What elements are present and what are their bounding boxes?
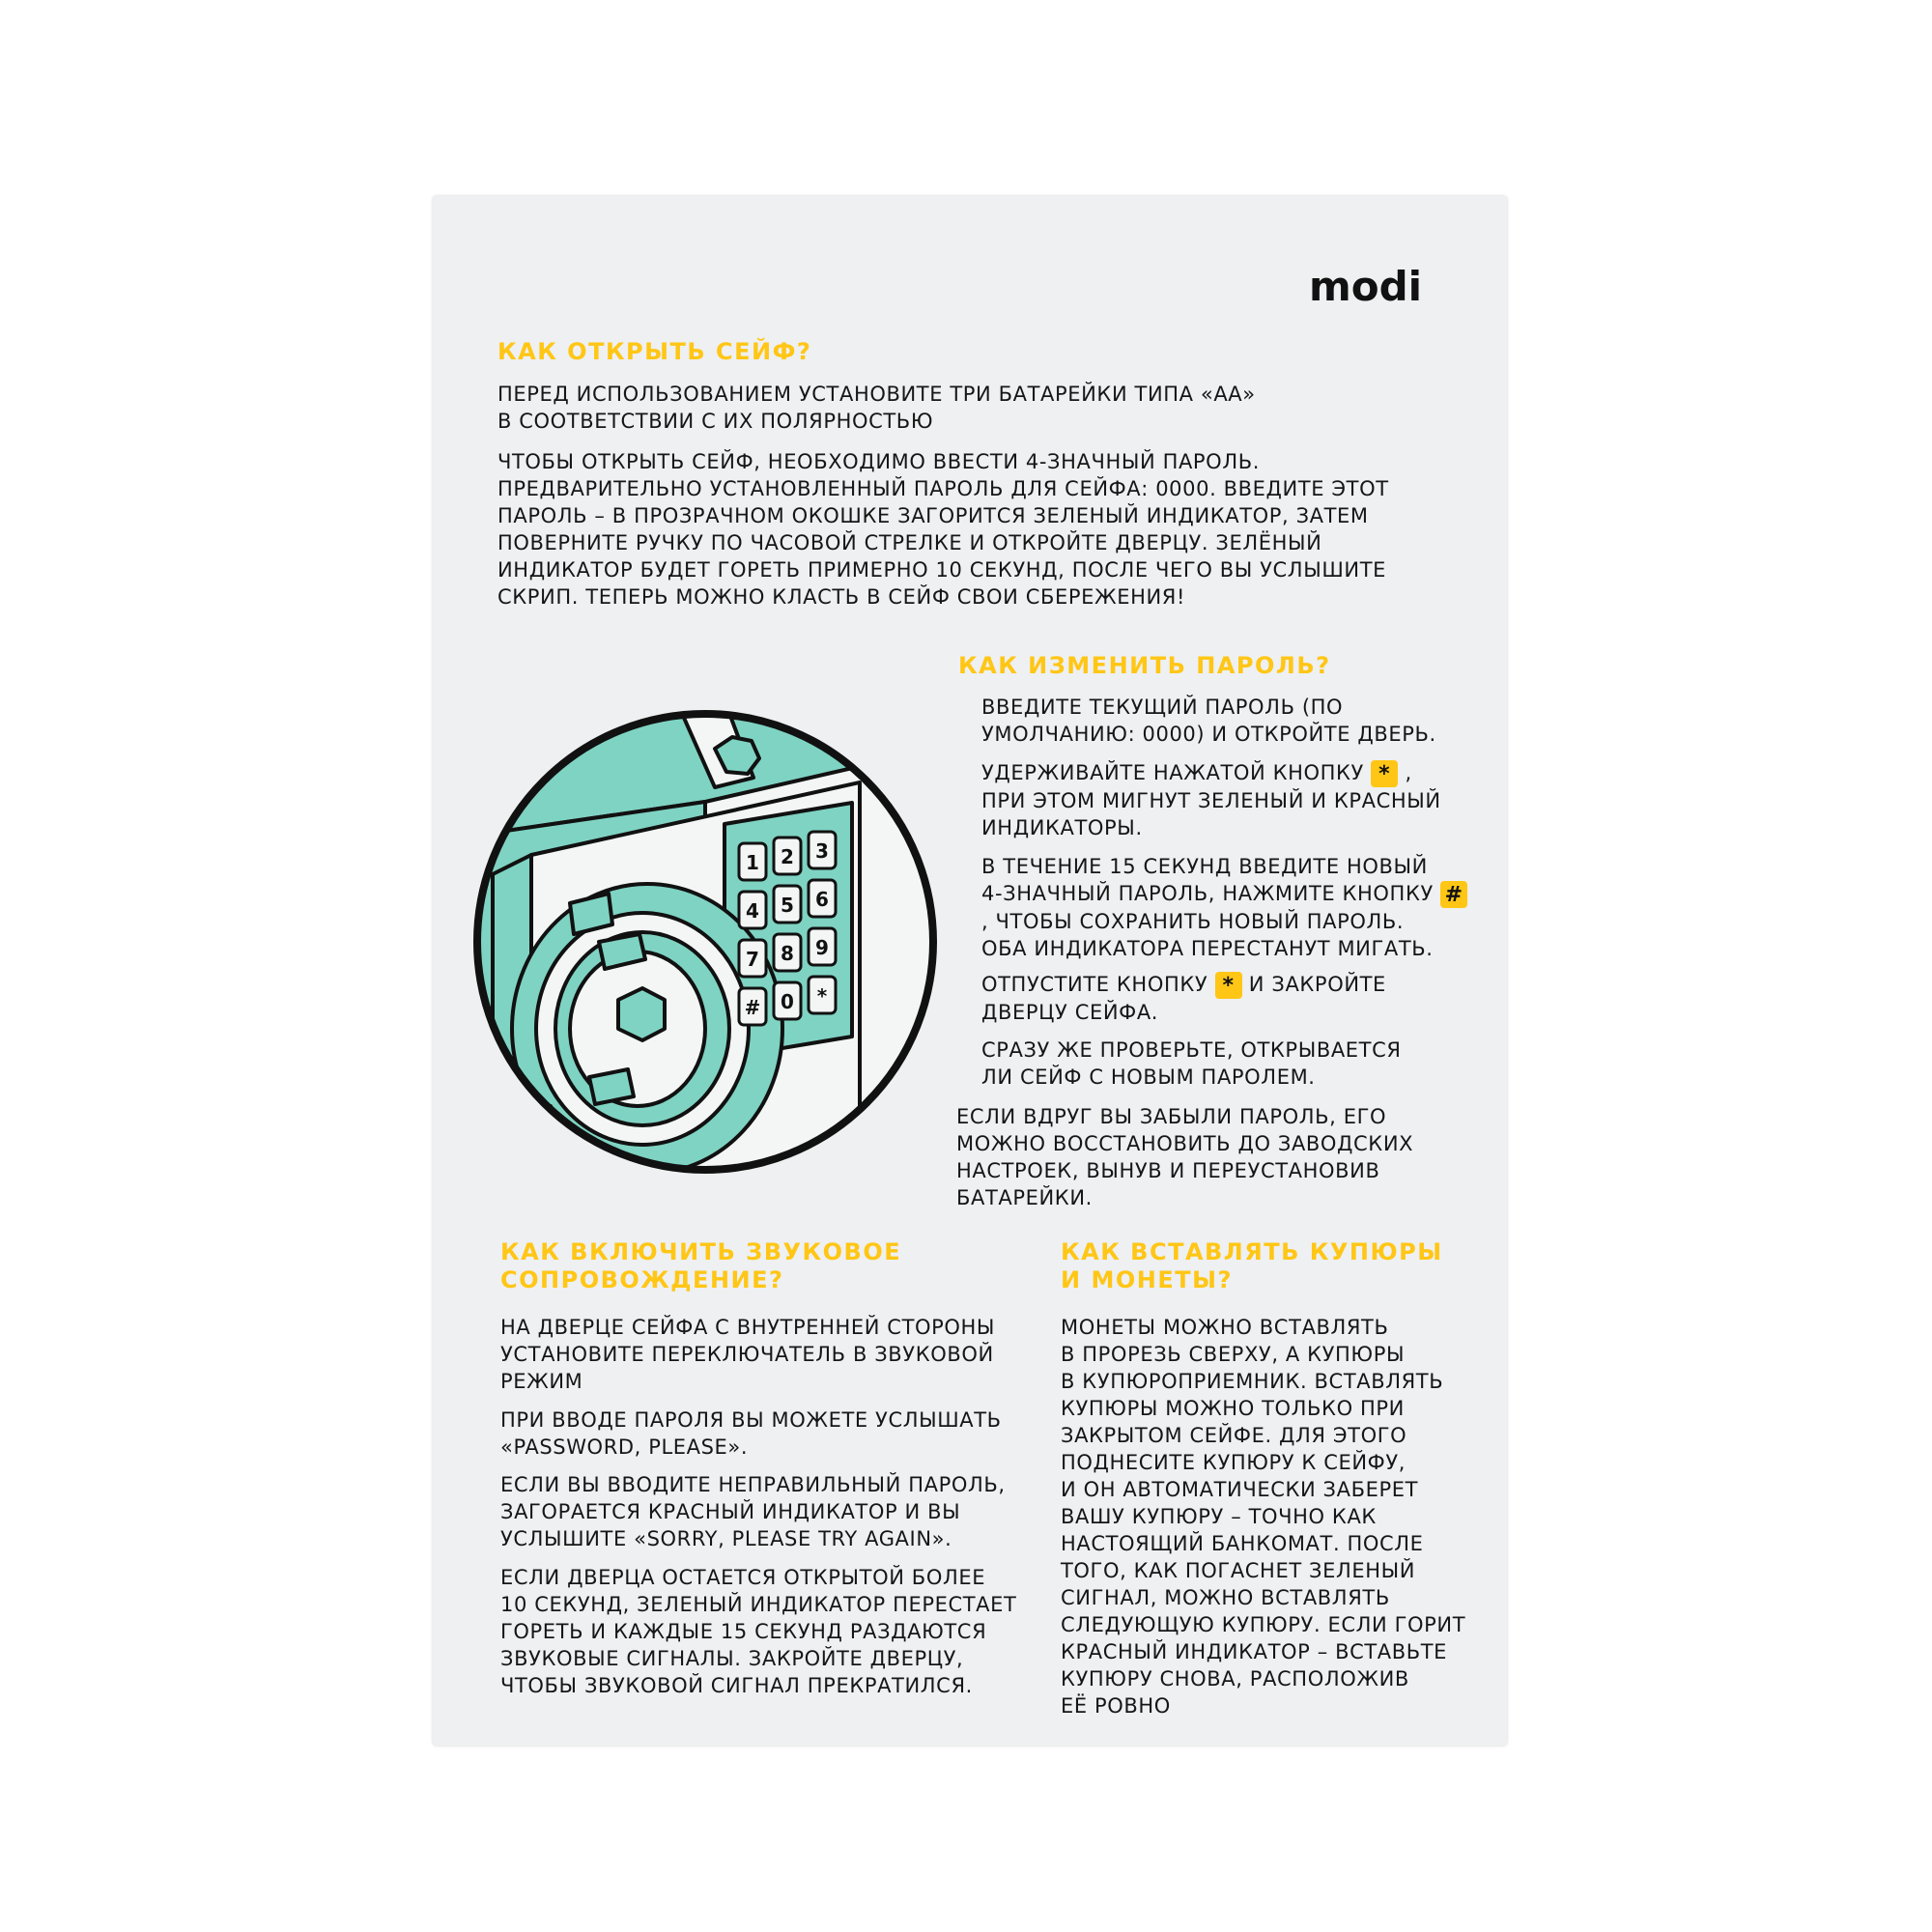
change-password-step-3: В ТЕЧЕНИЕ 15 СЕКУНД ВВЕДИТЕ НОВЫЙ 4-ЗНАЧНЫЙ ПАРОЛЬ, НАЖМИТЕ КНОПКУ # , ЧТОБЫ СОХРАНИТЬ НОВЫЙ ПАРОЛЬ. ОБА ИНДИКАТОРА ПЕРЕСТАНУТ МИГАТЬ. [981, 853, 1467, 962]
keypad-label: 0 [781, 990, 794, 1013]
sound-paragraph-4: ЕСЛИ ДВЕРЦА ОСТАЕТСЯ ОТКРЫТОЙ БОЛЕЕ 10 СЕКУНД, ЗЕЛЕНЫЙ ИНДИКАТОР ПЕРЕСТАЕТ ГОРЕТЬ И КАЖДЫЕ 15 СЕКУНД РАЗДАЮТСЯ ЗВУКОВЫЕ СИГНАЛЫ. ЗАКРОЙТЕ ДВЕРЦУ, ЧТОБЫ ЗВУКОВОЙ СИГНАЛ ПРЕКРАТИЛСЯ. [500, 1566, 1017, 1697]
section-title-open-safe: КАК ОТКРЫТЬ СЕЙФ? [497, 338, 812, 365]
hash-key-icon: # [1440, 881, 1467, 908]
keypad-label: 7 [746, 948, 759, 971]
keypad-label: 6 [815, 888, 829, 911]
keypad-label: 3 [815, 839, 829, 863]
open-safe-paragraph-2: ЧТОБЫ ОТКРЫТЬ СЕЙФ, НЕОБХОДИМО ВВЕСТИ 4-ЗНАЧНЫЙ ПАРОЛЬ. ПРЕДВАРИТЕЛЬНО УСТАНОВЛЕННЫЙ ПАРОЛЬ ДЛЯ СЕЙФА: 0000. ВВЕДИТЕ ЭТОТ ПАРОЛЬ – В ПРОЗРАЧНОМ ОКОШКЕ ЗАГОРИТСЯ ЗЕЛЕНЫЙ ИНДИКАТОР, ЗАТЕМ ПОВЕРНИТЕ РУЧКУ ПО ЧАСОВОЙ СТРЕЛКЕ И ОТКРОЙТЕ ДВЕРЦУ. ЗЕЛЁНЫЙ ИНДИКАТОР БУДЕТ ГОРЕТЬ ПРИМЕРНО 10 СЕКУНД, ПОСЛЕ ЧЕГО ВЫ УСЛЫШИТЕ СКРИП. ТЕПЕРЬ МОЖНО КЛАСТЬ В СЕЙФ СВОИ СБЕРЕЖЕНИЯ! [497, 450, 1389, 609]
change-password-step-1: ВВЕДИТЕ ТЕКУЩИЙ ПАРОЛЬ (ПО УМОЛЧАНИЮ: 0000) И ОТКРОЙТЕ ДВЕРЬ. [981, 696, 1436, 746]
change-password-step-5: СРАЗУ ЖЕ ПРОВЕРЬТЕ, ОТКРЫВАЕТСЯ ЛИ СЕЙФ С НОВЫМ ПАРОЛЕМ. [981, 1038, 1402, 1089]
sound-paragraph-3: ЕСЛИ ВЫ ВВОДИТЕ НЕПРАВИЛЬНЫЙ ПАРОЛЬ, ЗАГОРАЕТСЯ КРАСНЫЙ ИНДИКАТОР И ВЫ УСЛЫШИТЕ «SORRY, PLEASE TRY AGAIN». [500, 1473, 1006, 1550]
section-title-sound: КАК ВКЛЮЧИТЬ ЗВУКОВОЕ СОПРОВОЖДЕНИЕ? [500, 1238, 902, 1293]
bills-paragraph: МОНЕТЫ МОЖНО ВСТАВЛЯТЬ В ПРОРЕЗЬ СВЕРХУ, А КУПЮРЫ В КУПЮРОПРИЕМНИК. ВСТАВЛЯТЬ КУПЮРЫ МОЖНО ТОЛЬКО ПРИ ЗАКРЫТОМ СЕЙФЕ. ДЛЯ ЭТОГО ПОДНЕСИТЕ КУПЮРУ К СЕЙФУ, И ОН АВТОМАТИЧЕСКИ ЗАБЕРЕТ ВАШУ КУПЮРУ – ТОЧНО КАК НАСТОЯЩИЙ БАНКОМАТ. ПОСЛЕ ТОГО, КАК ПОГАСНЕТ ЗЕЛЕНЫЙ СИГНАЛ, МОЖНО ВСТАВЛЯТЬ СЛЕДУЮЩУЮ КУПЮРУ. ЕСЛИ ГОРИТ КРАСНЫЙ ИНДИКАТОР – ВСТАВЬТЕ КУПЮРУ СНОВА, РАСПОЛОЖИВ ЕЁ РОВНО [1061, 1316, 1466, 1718]
change-password-step-4: ОТПУСТИТЕ КНОПКУ * И ЗАКРОЙТЕ ДВЕРЦУ СЕЙФА. [981, 973, 1386, 1024]
sound-paragraph-1: НА ДВЕРЦЕ СЕЙФА С ВНУТРЕННЕЙ СТОРОНЫ УСТАНОВИТЕ ПЕРЕКЛЮЧАТЕЛЬ В ЗВУКОВОЙ РЕЖИМ [500, 1316, 996, 1393]
sound-paragraph-2: ПРИ ВВОДЕ ПАРОЛЯ ВЫ МОЖЕТЕ УСЛЫШАТЬ «PASSWORD, PLEASE». [500, 1408, 1002, 1459]
keypad-label: # [744, 996, 761, 1019]
keypad-label: * [816, 984, 828, 1008]
star-key-icon: * [1215, 972, 1242, 999]
section-title-bills: КАК ВСТАВЛЯТЬ КУПЮРЫ И МОНЕТЫ? [1061, 1238, 1443, 1293]
keypad-label: 4 [746, 899, 759, 923]
keypad-label: 5 [781, 894, 794, 917]
keypad-label: 2 [781, 845, 794, 868]
keypad-label: 1 [746, 851, 759, 874]
open-safe-paragraph-1: ПЕРЕД ИСПОЛЬЗОВАНИЕМ УСТАНОВИТЕ ТРИ БАТАРЕЙКИ ТИПА «АА» В СООТВЕТСТВИИ С ИХ ПОЛЯРНОСТЬЮ [497, 383, 1256, 433]
brand-logo: modi [1309, 263, 1423, 310]
safe-illustration [473, 710, 937, 1174]
section-title-change-password: КАК ИЗМЕНИТЬ ПАРОЛЬ? [958, 652, 1331, 679]
change-password-step-2: УДЕРЖИВАЙТЕ НАЖАТОЙ КНОПКУ * , ПРИ ЭТОМ МИГНУТ ЗЕЛЕНЫЙ И КРАСНЫЙ ИНДИКАТОРЫ. [981, 761, 1441, 839]
keypad-label: 8 [781, 942, 794, 965]
change-password-reset-note: ЕСЛИ ВДРУГ ВЫ ЗАБЫЛИ ПАРОЛЬ, ЕГО МОЖНО ВОССТАНОВИТЬ ДО ЗАВОДСКИХ НАСТРОЕК, ВЫНУВ И ПЕРЕУСТАНОВИВ БАТАРЕЙКИ. [956, 1105, 1414, 1209]
star-key-icon: * [1371, 760, 1398, 787]
keypad-label: 9 [815, 936, 829, 959]
